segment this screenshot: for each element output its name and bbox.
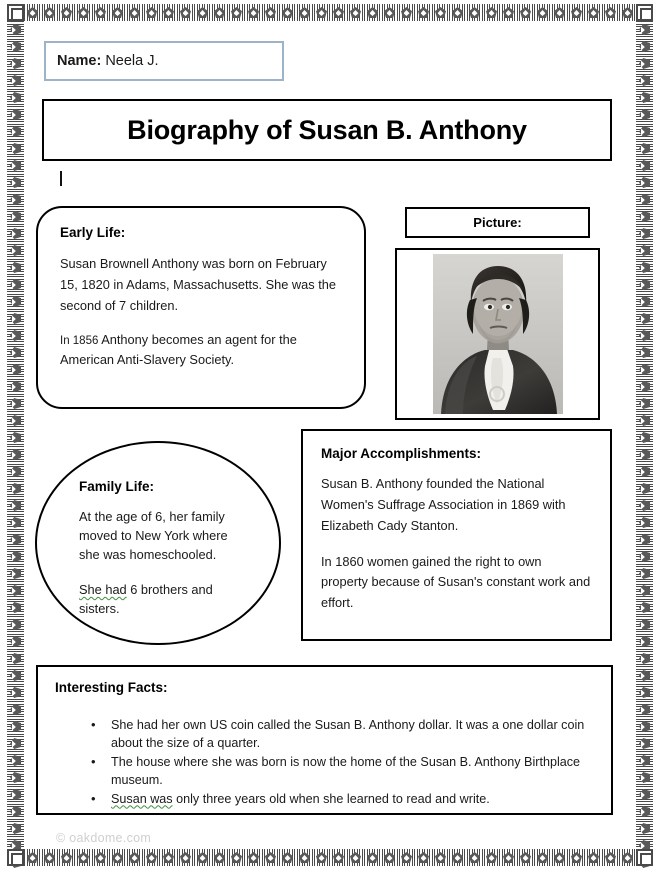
- picture-label: Picture:: [473, 215, 522, 230]
- major-accomplishments-paragraph-1: Susan B. Anthony founded the National Women's Suffrage Association in 1869 with Elizabeth Cady Stanton.: [321, 476, 566, 533]
- family-life-paragraph-2-rest: 6 brothers and sisters.: [79, 581, 213, 616]
- border-motif-icon: [636, 378, 653, 395]
- border-motif-icon: [636, 820, 653, 837]
- border-motif-icon: [636, 803, 653, 820]
- border-motif-icon: [296, 4, 313, 21]
- border-motif-row-top: [7, 4, 653, 21]
- family-life-oval[interactable]: [35, 441, 281, 645]
- border-motif-icon: [7, 752, 24, 769]
- border-motif-icon: [636, 497, 653, 514]
- family-life-paragraph-1: At the age of 6, her family moved to New York where she was homeschooled.: [79, 509, 228, 562]
- border-motif-icon: [636, 395, 653, 412]
- border-motif-icon: [7, 293, 24, 310]
- interesting-facts-list: [91, 717, 595, 808]
- border-motif-icon: [160, 849, 177, 866]
- border-motif-icon: [636, 463, 653, 480]
- border-motif-icon: [211, 849, 228, 866]
- border-motif-icon: [7, 89, 24, 106]
- border-motif-icon: [7, 548, 24, 565]
- border-corner-top-left: [7, 4, 24, 21]
- title-banner: [42, 99, 612, 161]
- border-motif-row-left: [7, 4, 24, 866]
- border-motif-icon: [7, 446, 24, 463]
- border-motif-icon: [364, 4, 381, 21]
- border-motif-icon: [636, 89, 653, 106]
- border-motif-icon: [636, 327, 653, 344]
- border-motif-icon: [636, 361, 653, 378]
- border-motif-icon: [636, 72, 653, 89]
- name-field-value: Neela J.: [105, 53, 159, 69]
- border-motif-icon: [7, 718, 24, 735]
- family-life-heading: Family Life:: [79, 479, 155, 494]
- border-motif-icon: [228, 4, 245, 21]
- border-motif-icon: [7, 769, 24, 786]
- interesting-facts-heading: Interesting Facts:: [55, 680, 168, 695]
- picture-frame[interactable]: [395, 248, 600, 420]
- susan-b-anthony-portrait-image: [433, 254, 563, 414]
- border-motif-icon: [636, 752, 653, 769]
- border-motif-icon: [364, 849, 381, 866]
- border-motif-row-bottom: [7, 849, 653, 866]
- border-motif-icon: [109, 4, 126, 21]
- border-motif-icon: [636, 514, 653, 531]
- border-motif-icon: [245, 4, 262, 21]
- border-motif-icon: [398, 4, 415, 21]
- border-motif-icon: [7, 803, 24, 820]
- border-motif-icon: [41, 849, 58, 866]
- border-motif-icon: [7, 735, 24, 752]
- border-motif-icon: [7, 412, 24, 429]
- interesting-facts-item: • The house where she was born is now the home of the Susan B. Anthony Birthplace museum.: [91, 754, 595, 790]
- major-accomplishments-paragraph-2: In 1860 women gained the right to own property because of Susan's constant work and effort.: [321, 553, 591, 611]
- picture-label-box: [405, 207, 590, 238]
- border-motif-icon: [7, 174, 24, 191]
- border-motif-icon: [636, 548, 653, 565]
- border-motif-icon: [636, 123, 653, 140]
- border-motif-icon: [7, 225, 24, 242]
- border-motif-icon: [7, 820, 24, 837]
- border-motif-icon: [126, 4, 143, 21]
- border-motif-icon: [92, 849, 109, 866]
- watermark-credit: © oakdome.com: [56, 831, 152, 845]
- border-motif-icon: [7, 276, 24, 293]
- border-motif-icon: [636, 38, 653, 55]
- border-motif-icon: [449, 4, 466, 21]
- border-motif-icon: [568, 4, 585, 21]
- border-motif-icon: [7, 480, 24, 497]
- border-motif-icon: [7, 514, 24, 531]
- interesting-facts-item: • Susan was only three years old when she learned to read and write.: [91, 791, 595, 809]
- border-motif-icon: [7, 191, 24, 208]
- border-motif-icon: [636, 718, 653, 735]
- border-motif-icon: [636, 769, 653, 786]
- border-motif-icon: [449, 849, 466, 866]
- border-motif-icon: [602, 849, 619, 866]
- border-motif-icon: [7, 497, 24, 514]
- border-motif-icon: [7, 463, 24, 480]
- border-motif-icon: [636, 412, 653, 429]
- border-motif-icon: [636, 616, 653, 633]
- border-motif-icon: [636, 276, 653, 293]
- interesting-facts-item: • She had her own US coin called the Susan B. Anthony dollar. It was a one dollar coin about the size of a quarter.: [91, 717, 595, 753]
- border-motif-icon: [568, 849, 585, 866]
- text-cursor-caret: [60, 171, 62, 186]
- border-motif-icon: [92, 4, 109, 21]
- border-motif-icon: [7, 38, 24, 55]
- border-motif-icon: [347, 4, 364, 21]
- border-motif-icon: [466, 4, 483, 21]
- border-motif-icon: [7, 208, 24, 225]
- border-corner-bottom-right: [636, 849, 653, 866]
- border-motif-icon: [636, 344, 653, 361]
- early-life-paragraph-1: Susan Brownell Anthony was born on February 15, 1820 in Adams, Massachusetts. She was the second of 7 children.: [60, 256, 337, 313]
- border-motif-icon: [636, 242, 653, 259]
- border-motif-icon: [245, 849, 262, 866]
- border-motif-icon: [7, 55, 24, 72]
- border-motif-icon: [381, 4, 398, 21]
- border-motif-icon: [534, 849, 551, 866]
- border-motif-icon: [109, 849, 126, 866]
- border-motif-row-right: [636, 4, 653, 866]
- border-motif-icon: [41, 4, 58, 21]
- border-motif-icon: [211, 4, 228, 21]
- border-motif-icon: [7, 667, 24, 684]
- border-motif-icon: [7, 310, 24, 327]
- family-life-paragraph-2: [79, 581, 249, 619]
- border-motif-icon: [636, 21, 653, 38]
- border-motif-icon: [7, 429, 24, 446]
- border-motif-icon: [262, 4, 279, 21]
- name-field-label: Name:: [57, 53, 102, 69]
- border-motif-icon: [636, 531, 653, 548]
- border-motif-icon: [279, 4, 296, 21]
- border-motif-icon: [7, 72, 24, 89]
- border-motif-icon: [24, 849, 41, 866]
- border-motif-icon: [143, 849, 160, 866]
- border-motif-icon: [636, 174, 653, 191]
- border-motif-icon: [194, 4, 211, 21]
- border-motif-icon: [7, 616, 24, 633]
- border-corner-top-right: [636, 4, 653, 21]
- border-motif-icon: [619, 849, 636, 866]
- border-motif-icon: [500, 4, 517, 21]
- border-motif-icon: [228, 849, 245, 866]
- border-motif-icon: [75, 4, 92, 21]
- border-motif-icon: [160, 4, 177, 21]
- border-motif-icon: [636, 225, 653, 242]
- worksheet-content: [24, 20, 638, 846]
- border-corner-bottom-left: [7, 849, 24, 866]
- border-motif-icon: [143, 4, 160, 21]
- portrait-svg: [433, 254, 563, 414]
- border-motif-icon: [636, 293, 653, 310]
- border-motif-icon: [7, 395, 24, 412]
- border-motif-icon: [58, 4, 75, 21]
- border-motif-icon: [7, 259, 24, 276]
- border-motif-icon: [7, 531, 24, 548]
- border-motif-icon: [7, 650, 24, 667]
- border-motif-icon: [194, 849, 211, 866]
- border-motif-icon: [636, 684, 653, 701]
- border-motif-icon: [262, 849, 279, 866]
- border-motif-icon: [636, 140, 653, 157]
- border-motif-icon: [347, 849, 364, 866]
- border-motif-icon: [415, 849, 432, 866]
- border-motif-icon: [24, 4, 41, 21]
- border-motif-icon: [177, 4, 194, 21]
- border-motif-icon: [551, 849, 568, 866]
- border-motif-icon: [517, 849, 534, 866]
- border-motif-icon: [636, 259, 653, 276]
- border-motif-icon: [7, 123, 24, 140]
- border-motif-icon: [7, 701, 24, 718]
- border-motif-icon: [7, 582, 24, 599]
- border-motif-icon: [636, 208, 653, 225]
- border-motif-icon: [466, 849, 483, 866]
- border-motif-icon: [279, 849, 296, 866]
- border-motif-icon: [585, 4, 602, 21]
- early-life-paragraph-2: [60, 330, 344, 372]
- border-motif-icon: [432, 4, 449, 21]
- border-motif-icon: [7, 565, 24, 582]
- border-motif-icon: [636, 633, 653, 650]
- border-motif-icon: [636, 701, 653, 718]
- border-motif-icon: [7, 633, 24, 650]
- name-field[interactable]: [44, 41, 284, 81]
- border-motif-icon: [636, 55, 653, 72]
- border-motif-icon: [75, 849, 92, 866]
- border-motif-icon: [7, 157, 24, 174]
- border-motif-icon: [7, 684, 24, 701]
- border-motif-icon: [7, 786, 24, 803]
- border-motif-icon: [398, 849, 415, 866]
- interesting-facts-box[interactable]: [36, 665, 613, 815]
- border-motif-icon: [483, 849, 500, 866]
- border-motif-icon: [636, 786, 653, 803]
- border-motif-icon: [330, 4, 347, 21]
- border-motif-icon: [636, 157, 653, 174]
- early-life-box[interactable]: [36, 206, 366, 409]
- border-motif-icon: [7, 327, 24, 344]
- border-motif-icon: [636, 582, 653, 599]
- border-motif-icon: [7, 344, 24, 361]
- early-life-heading: Early Life:: [60, 225, 126, 240]
- border-motif-icon: [619, 4, 636, 21]
- border-motif-icon: [7, 140, 24, 157]
- border-motif-icon: [636, 599, 653, 616]
- spellcheck-flagged-text: Susan was: [111, 791, 173, 806]
- border-motif-icon: [636, 667, 653, 684]
- border-motif-icon: [585, 849, 602, 866]
- border-motif-icon: [483, 4, 500, 21]
- border-motif-icon: [636, 310, 653, 327]
- border-motif-icon: [636, 735, 653, 752]
- border-motif-icon: [534, 4, 551, 21]
- border-motif-icon: [58, 849, 75, 866]
- border-motif-icon: [636, 191, 653, 208]
- early-life-year-lead: In 1856: [60, 334, 99, 347]
- early-life-paragraph-2-rest: Anthony becomes an agent for the American Anti-Slavery Society.: [60, 331, 297, 368]
- spellcheck-flagged-text: She had: [79, 581, 127, 597]
- border-motif-icon: [126, 849, 143, 866]
- border-motif-icon: [296, 849, 313, 866]
- border-motif-icon: [7, 378, 24, 395]
- border-motif-icon: [7, 21, 24, 38]
- border-motif-icon: [636, 565, 653, 582]
- border-motif-icon: [517, 4, 534, 21]
- border-motif-icon: [500, 849, 517, 866]
- border-motif-icon: [636, 650, 653, 667]
- border-motif-icon: [7, 106, 24, 123]
- border-motif-icon: [432, 849, 449, 866]
- border-motif-icon: [636, 480, 653, 497]
- border-motif-icon: [330, 849, 347, 866]
- border-motif-icon: [313, 4, 330, 21]
- border-motif-icon: [602, 4, 619, 21]
- major-accomplishments-heading: Major Accomplishments:: [321, 446, 482, 461]
- border-motif-icon: [381, 849, 398, 866]
- page-title: Biography of Susan B. Anthony: [127, 114, 527, 145]
- major-accomplishments-box[interactable]: [301, 429, 612, 641]
- border-motif-icon: [551, 4, 568, 21]
- border-motif-icon: [7, 242, 24, 259]
- border-motif-icon: [636, 429, 653, 446]
- border-motif-icon: [313, 849, 330, 866]
- border-motif-icon: [7, 361, 24, 378]
- border-motif-icon: [415, 4, 432, 21]
- border-motif-icon: [636, 446, 653, 463]
- border-motif-icon: [177, 849, 194, 866]
- border-motif-icon: [636, 106, 653, 123]
- border-motif-icon: [7, 599, 24, 616]
